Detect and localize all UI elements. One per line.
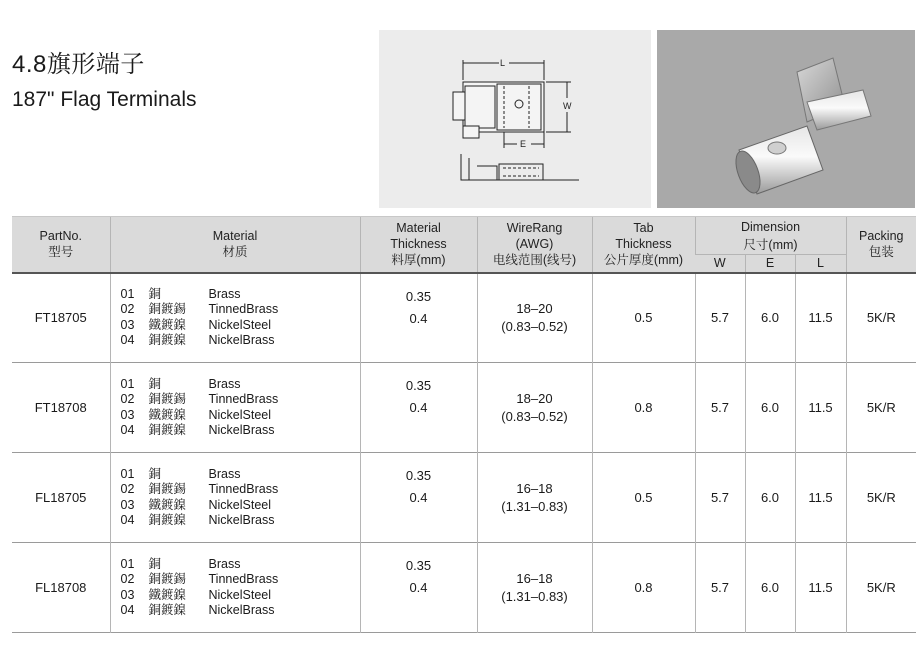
material-list [110,543,360,633]
material-name-zh: 銅鍍鎳 [148,333,187,348]
thickness-value: 0.4 [409,310,428,326]
material-item [121,467,360,483]
material-code: 01 [120,286,135,301]
wire-range [477,543,592,633]
dimension-e: 6.0 [745,363,795,453]
material-item [121,513,360,529]
material-code: 03 [120,587,135,602]
flag-terminal-photo [657,30,915,208]
material-item [121,287,360,303]
material-name-zh: 銅鍍錫 [148,572,187,586]
header-l: L [795,255,846,273]
material-name-zh: 銅鍍錫 [148,302,187,317]
header-material-thickness: Material Thickness 料厚(mm) [360,217,477,273]
material-thickness [360,363,477,453]
material-item [121,318,360,334]
material-code: 04 [120,333,135,348]
material-item [121,302,360,318]
dimension-w: 5.7 [695,363,745,453]
dimension-w: 5.7 [695,273,745,363]
thickness-value: 0.35 [405,468,432,483]
material-name-en: Brass [208,556,241,571]
material-code: 02 [120,302,135,317]
material-code: 02 [120,482,135,496]
header-dimension: Dimension [695,217,846,237]
material-name-zh: 鐵鍍鎳 [148,587,187,602]
material-name-zh: 銅鍍錫 [148,392,187,406]
part-number: FL18708 [35,580,87,595]
thickness-value: 0.35 [405,558,432,573]
material-name-zh: 鐵鍍鎳 [148,407,187,422]
table-row [12,453,916,543]
material-name-zh: 銅 [148,466,162,481]
header-dimension-zh: 尺寸(mm) [695,237,846,255]
material-item [121,603,360,619]
dimension-l: 11.5 [795,453,846,543]
material-list [110,453,360,543]
material-name-en: TinnedBrass [208,302,279,317]
material-code: 03 [120,497,135,512]
dimension-w: 5.7 [695,543,745,633]
tab-thickness: 0.5 [592,273,695,363]
dimension-w: 5.7 [695,453,745,543]
dimension-e: 6.0 [745,273,795,363]
dimension-l: 11.5 [795,273,846,363]
packing: 5K/R [846,273,916,363]
material-item [121,482,360,498]
wire-mm2: (1.31–0.83) [501,588,568,604]
dim-w-label: W [563,101,572,111]
tab-thickness: 0.8 [592,363,695,453]
wire-range [477,363,592,453]
material-item [121,557,360,573]
material-name-en: Brass [208,286,241,301]
material-list [110,273,360,363]
wire-mm2: (0.83–0.52) [501,408,568,424]
wire-awg: 18–20 [516,300,553,316]
material-name-en: NickelBrass [208,333,275,348]
material-code: 02 [120,392,135,406]
material-list [110,363,360,453]
dim-e-label: E [520,139,527,149]
wire-mm2: (1.31–0.83) [501,498,568,514]
material-thickness [360,543,477,633]
material-code: 03 [120,407,135,422]
material-name-en: NickelBrass [208,423,275,437]
material-item [121,498,360,514]
material-name-zh: 銅 [148,286,162,301]
material-code: 01 [120,376,135,391]
table-row [12,273,916,363]
header-tab-thickness: Tab Thickness 公片厚度(mm) [592,217,695,273]
material-name-en: NickelSteel [208,587,272,602]
wire-awg: 16–18 [516,570,553,586]
material-item [121,588,360,604]
header-material: Material 材质 [110,217,360,273]
material-name-en: TinnedBrass [208,572,279,586]
material-name-en: NickelBrass [208,513,275,527]
material-code: 04 [120,423,135,437]
spec-table [12,216,916,633]
material-item [121,572,360,588]
flag-terminal-drawing [379,30,651,208]
material-item [121,423,360,439]
dimension-e: 6.0 [745,453,795,543]
part-number: FT18705 [12,273,110,363]
material-name-en: TinnedBrass [208,392,279,406]
material-name-en: NickelSteel [208,407,272,422]
thickness-value: 0.4 [409,490,428,505]
product-photo [657,30,915,208]
header-partno: PartNo. 型号 [12,217,110,273]
header-packing: Packing 包装 [846,217,916,273]
packing: 5K/R [846,543,916,633]
thickness-value: 0.35 [405,378,432,393]
material-name-en: Brass [208,376,241,391]
material-name-en: NickelSteel [208,497,272,512]
wire-range [477,273,592,363]
page-title-zh: 4.8旗形端子 [12,51,145,78]
material-name-en: NickelSteel [208,317,272,332]
material-name-en: NickelBrass [208,603,275,617]
material-item [121,392,360,408]
wire-awg: 18–20 [516,390,553,406]
material-thickness [360,453,477,543]
tab-thickness: 0.5 [592,453,695,543]
header-wire-range: WireRang (AWG) 电线范围(线号) [477,217,592,273]
header-w: W [695,255,745,273]
material-name-zh: 銅 [148,376,162,391]
packing: 5K/R [846,363,916,453]
material-code: 01 [120,556,135,571]
technical-drawing [379,30,651,208]
material-code: 04 [120,603,135,617]
dim-l-label: L [500,58,506,68]
page-title-en: 187" Flag Terminals [12,88,197,111]
wire-awg: 16–18 [516,480,553,496]
dimension-l: 11.5 [795,543,846,633]
packing: 5K/R [846,453,916,543]
table-row [12,363,916,453]
material-item [121,408,360,424]
material-name-zh: 銅鍍錫 [148,482,187,496]
material-item [121,377,360,393]
material-code: 02 [120,572,135,586]
part-number: FL18705 [35,490,87,505]
material-name-zh: 銅鍍鎳 [148,603,187,617]
material-name-en: TinnedBrass [208,482,279,496]
dimension-e: 6.0 [745,543,795,633]
thickness-value: 0.4 [409,400,428,415]
table-row [12,543,916,633]
material-name-en: Brass [208,466,241,481]
thickness-value: 0.4 [409,580,428,595]
header-e: E [745,255,795,273]
material-code: 03 [120,317,135,332]
tab-thickness: 0.8 [592,543,695,633]
material-code: 01 [120,466,135,481]
material-name-zh: 鐵鍍鎳 [148,497,187,512]
material-name-zh: 銅鍍鎳 [148,513,187,527]
wire-mm2: (0.83–0.52) [501,318,568,334]
material-name-zh: 銅 [148,556,162,571]
thickness-value: 0.35 [405,288,432,304]
wire-range [477,453,592,543]
material-name-zh: 銅鍍鎳 [148,423,187,437]
material-item [121,333,360,349]
part-number: FT18708 [34,400,87,415]
material-thickness [360,273,477,363]
dimension-l: 11.5 [795,363,846,453]
material-code: 04 [120,513,135,527]
material-name-zh: 鐵鍍鎳 [148,317,187,332]
